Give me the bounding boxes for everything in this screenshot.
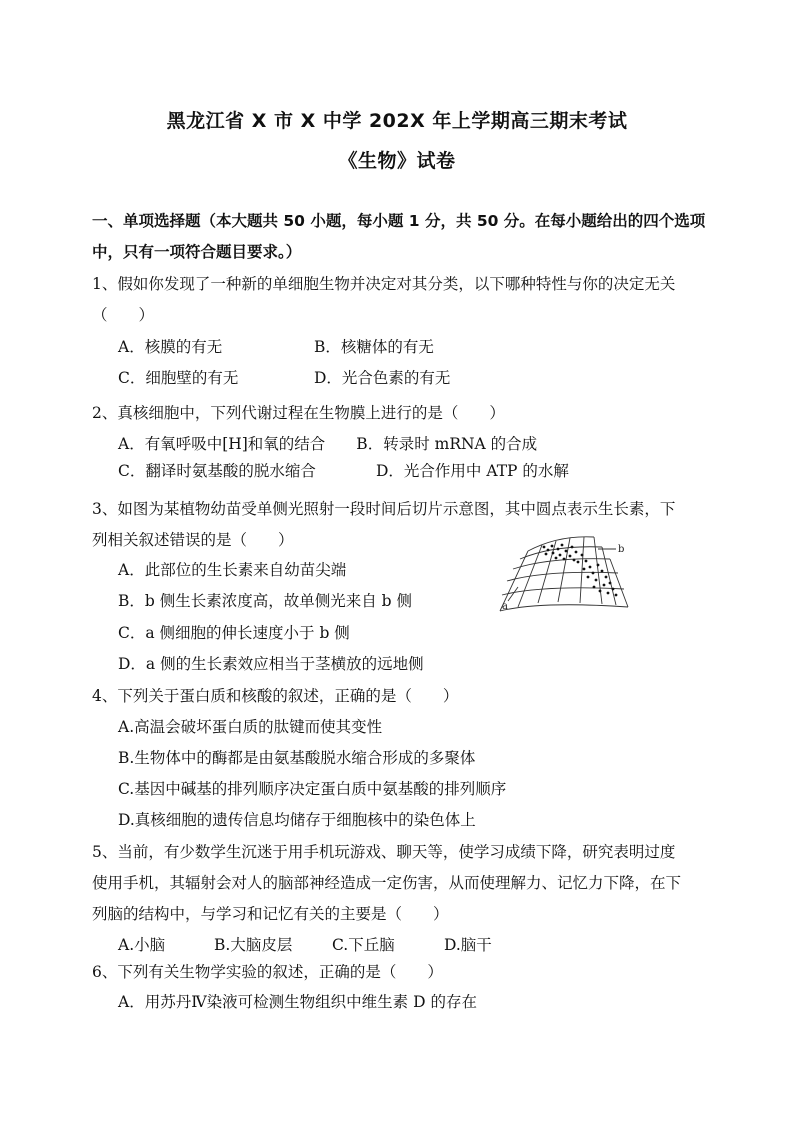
q2-option-d: D．光合作用中 ATP 的水解 xyxy=(376,462,569,480)
figure-curve xyxy=(500,605,628,611)
q5-option-c: C.下丘脑 xyxy=(332,936,395,954)
figure-curve xyxy=(602,547,616,605)
exam-title: 黑龙江省 X 市 X 中学 202X 年上学期高三期末考试 xyxy=(166,110,628,132)
q2-stem: 2、真核细胞中，下列代谢过程在生物膜上进行的是（ ） xyxy=(92,404,505,422)
q3-option-d: D．a 侧的生长素效应相当于茎横放的远地侧 xyxy=(118,655,424,673)
q4-option-c: C.基因中碱基的排列顺序决定蛋白质中氨基酸的排列顺序 xyxy=(118,780,507,798)
q5-stem-line2: 使用手机，其辐射会对人的脑部神经造成一定伤害，从而使理解力、记忆力下降，在下 xyxy=(92,874,682,892)
exam-subtitle: 《生物》试卷 xyxy=(338,150,456,172)
q5-stem-line3: 列脑的结构中，与学习和记忆有关的主要是（ ） xyxy=(92,905,449,923)
q5-option-d: D.脑干 xyxy=(444,936,492,954)
section-heading-line2: 中，只有一项符合题目要求。） xyxy=(92,243,302,261)
q4-option-a: A.高温会破坏蛋白质的肽键而使其变性 xyxy=(118,718,383,736)
q4-option-d: D.真核细胞的遗传信息均储存于细胞核中的染色体上 xyxy=(118,811,476,829)
figure-curve xyxy=(513,559,610,569)
figure-curve xyxy=(610,559,628,607)
q1-stem-line1: 1、假如你发现了一种新的单细胞生物并决定对其分类，以下哪种特性与你的决定无关 xyxy=(92,275,676,293)
q3-stem-line1: 3、如图为某植物幼苗受单侧光照射一段时间后切片示意图，其中圆点表示生长素，下 xyxy=(92,500,676,518)
figure-curve xyxy=(518,545,542,607)
q3-option-b: B．b 侧生长素浓度高，故单侧光来自 b 侧 xyxy=(118,592,413,610)
q1-option-d: D．光合色素的有无 xyxy=(314,369,451,387)
section-heading-line1: 一、单项选择题（本大题共 50 小题，每小题 1 分，共 50 分。在每小题给出的四个选项 xyxy=(92,212,706,230)
q3-option-a: A．此部位的生长素来自幼苗尖端 xyxy=(118,561,347,579)
q1-option-b: B．核糖体的有无 xyxy=(314,338,434,356)
q5-option-b: B.大脑皮层 xyxy=(214,936,293,954)
figure-label-b: b xyxy=(618,544,625,555)
q3-stem-line2: 列相关叙述错误的是（ ） xyxy=(92,531,294,549)
q5-stem-line1: 5、当前，有少数学生沉迷于用手机玩游戏、聊天等，使学习成绩下降，研究表明过度 xyxy=(92,843,676,861)
seedling-section-figure xyxy=(498,525,638,617)
q5-option-a: A.小脑 xyxy=(118,936,166,954)
q2-option-ab: A．有氧呼吸中[H]和氧的结合 B．转录时 mRNA 的合成 xyxy=(118,435,538,453)
q4-stem: 4、下列关于蛋白质和核酸的叙述，正确的是（ ） xyxy=(92,687,459,705)
q1-option-a: A．核膜的有无 xyxy=(118,338,223,356)
q3-option-c: C．a 侧细胞的伸长速度小于 b 侧 xyxy=(118,624,350,642)
q2-option-c: C．翻译时氨基酸的脱水缩合 xyxy=(118,462,316,480)
q6-stem: 6、下列有关生物学实验的叙述，正确的是（ ） xyxy=(92,963,443,981)
label-a-leader xyxy=(508,587,518,601)
q6-option-a: A．用苏丹Ⅳ染液可检测生物组织中维生素 D 的存在 xyxy=(118,993,477,1011)
figure-label-a: a xyxy=(502,601,508,612)
q4-option-b: B.生物体中的酶都是由氨基酸脱水缩合形成的多聚体 xyxy=(118,749,476,767)
figure-curve xyxy=(502,588,624,595)
q1-option-c: C．细胞壁的有无 xyxy=(118,369,239,387)
figure-curve xyxy=(558,538,570,602)
q1-stem-line2: （ ） xyxy=(92,306,155,324)
